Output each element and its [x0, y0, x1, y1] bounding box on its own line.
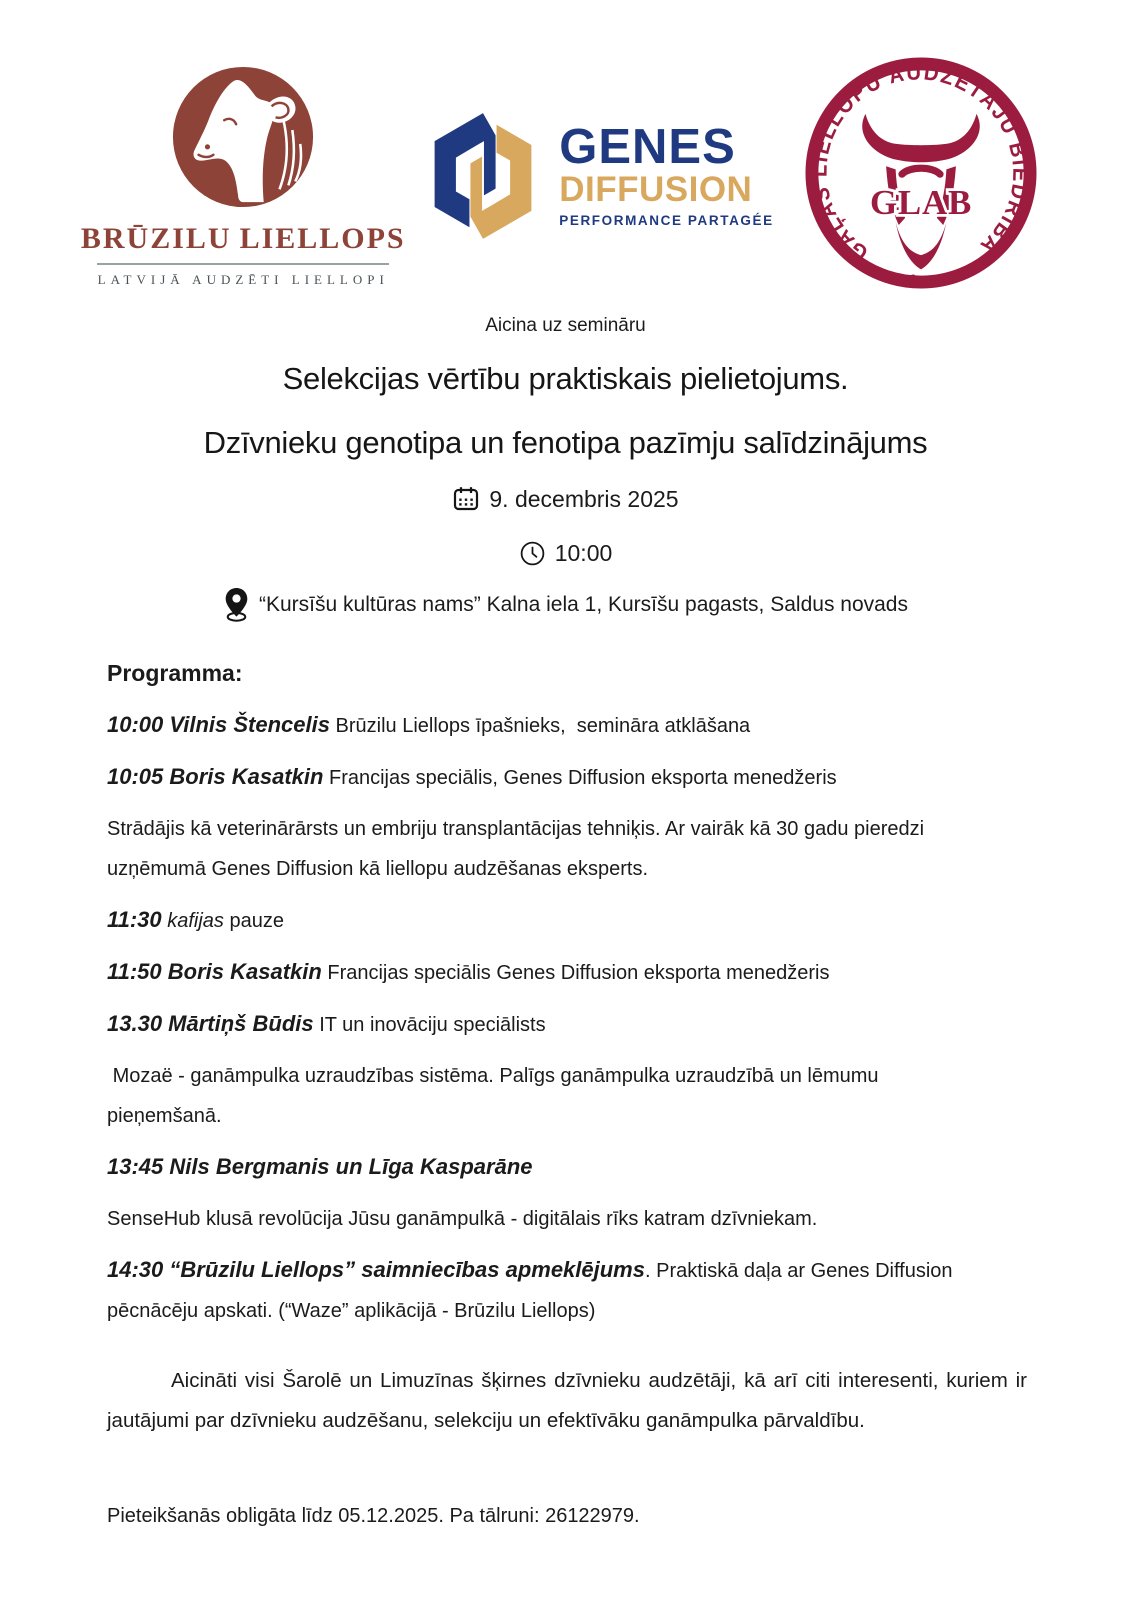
gd-wordmark — [559, 119, 774, 229]
bruzilu-tagline: LATVIJĀ AUDZĒTI LIELLOPI — [97, 263, 389, 288]
time-row — [0, 540, 1131, 567]
cow-head-icon — [169, 63, 317, 211]
seminar-location: “Kursīšu kultūras nams” Kalna iela 1, Kursīšu pagasts, Saldus novads — [259, 592, 908, 616]
program-item-lead: 13:45 Nils Bergmanis un Līga Kasparāne — [107, 1154, 533, 1179]
program-heading: Programma: — [107, 660, 243, 686]
program-item-desc: Francijas speciālis Genes Diffusion eksporta menedžeris — [321, 962, 830, 984]
program-section — [107, 656, 1027, 1531]
program-item-lead: 10:00 Vilnis Štencelis — [107, 712, 330, 737]
gd-monogram-icon — [423, 110, 543, 242]
sensehub-paragraph — [107, 1199, 1027, 1239]
glab-emblem-icon — [804, 56, 1038, 290]
program-item-1000 — [107, 705, 1027, 746]
seminar-date: 9. decembris 2025 — [489, 485, 679, 512]
program-item-1005 — [107, 757, 1027, 798]
program-item-coffee: kafijas — [161, 910, 224, 932]
location-row — [0, 587, 1131, 622]
sensehub-text: SenseHub klusā revolūcija Jūsu ganāmpulkā - digitālais rīks katram dzīvniekam. — [107, 1208, 818, 1230]
calendar-icon — [452, 485, 480, 513]
program-item-lead: 14:30 “Brūzilu Liellops” saimniecības apmeklējums — [107, 1257, 645, 1282]
program-item-desc: . Praktiskā daļa ar Genes Diffusion pēcnācēju apskati. (“Waze” aplikācijā - Brūzilu Liellops) — [107, 1260, 959, 1322]
gd-genes-text: GENES — [559, 119, 736, 174]
gd-slogan-text: PERFORMANCE PARTAGÉE — [559, 213, 774, 229]
seminar-title-line1: Selekcijas vērtību praktiskais pielietojums. — [282, 361, 849, 396]
speaker-bio-text: Strādājis kā veterinārārsts un embriju transplantācijas tehniķis. Ar vairāk kā 30 gadu pieredzi uzņēmumā Genes Diffusion kā liellopu audzēšanas eksperts. — [107, 818, 930, 880]
bull-head-icon — [862, 114, 980, 283]
program-item-desc: Brūzilu Liellops īpašnieks, semināra atklāšana — [329, 715, 751, 737]
invite-line: Aicina uz semināru — [485, 315, 646, 336]
seminar-time: 10:00 — [554, 540, 613, 566]
program-item-desc: Francijas speciālis, Genes Diffusion eksporta menedžeris — [323, 767, 837, 789]
program-item-1130 — [107, 900, 1027, 941]
program-item-1330 — [107, 1004, 1027, 1045]
genes-diffusion-logo — [423, 110, 774, 242]
program-item-lead: 13.30 Mārtiņš Būdis — [107, 1011, 314, 1036]
clock-icon — [519, 540, 546, 567]
program-item-1430 — [107, 1250, 1027, 1331]
glab-ring-text: GAĻAS LIELLOPU AUDZĒTĀJU BIEDRĪBA — [805, 58, 1035, 267]
pin-icon — [223, 587, 250, 622]
date-row — [0, 485, 1131, 513]
bruzilu-word-right: LIELLOPS — [239, 222, 406, 255]
registration-info: Pieteikšanās obligāta līdz 05.12.2025. Pa tālruni: 26122979. — [107, 1505, 640, 1527]
mozae-paragraph — [107, 1056, 969, 1136]
gd-diffusion-text: DIFFUSION — [559, 169, 753, 209]
glab-center-text: GLAB — [869, 182, 972, 222]
glab-logo — [804, 56, 1038, 295]
closing-invitation: Aicināti visi Šarolē un Limuzīnas šķirnes dzīvnieku audzētāji, kā arī citi interesenti, kuriem ir jautājumi par dzīvnieku audzēšanu, selekciju un efektīvāku ganāmpulka pārvaldību. — [107, 1369, 1027, 1432]
speaker-bio-paragraph — [107, 809, 1027, 889]
program-item-desc: IT un inovāciju speciālists — [313, 1014, 546, 1036]
bruzilu-liellops-logo — [80, 63, 406, 288]
seminar-title-line2: Dzīvnieku genotipa un fenotipa pazīmju salīdzinājums — [203, 425, 928, 460]
program-item-lead: 10:05 Boris Kasatkin — [107, 764, 324, 789]
program-item-lead: 11:50 Boris Kasatkin — [107, 959, 322, 984]
program-item-lead: 11:30 — [107, 907, 162, 932]
logo-row — [0, 0, 1131, 295]
bruzilu-word-left: BRŪZILU — [80, 222, 232, 255]
mozae-text: Mozaë - ganāmpulka uzraudzības sistēma. Palīgs ganāmpulka uzraudzībā un lēmumu pieņemšanā. — [107, 1065, 885, 1127]
bruzilu-wordmark — [80, 222, 406, 256]
program-item-1345 — [107, 1147, 1027, 1188]
program-item-1150 — [107, 952, 1027, 993]
program-item-desc: pauze — [223, 910, 284, 932]
